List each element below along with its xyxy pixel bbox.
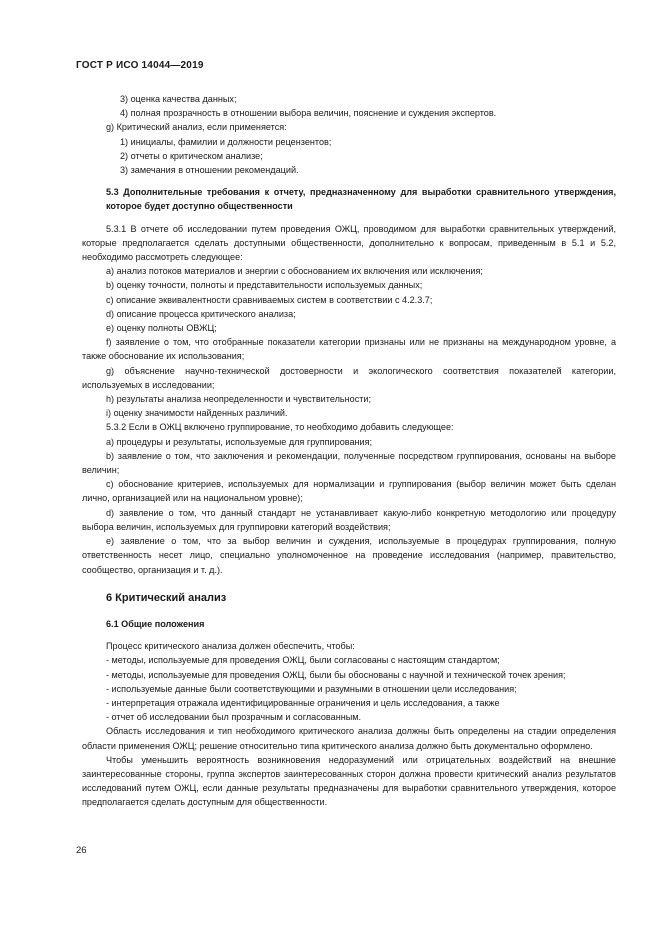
paragraph: 1) инициалы, фамилии и должности рецензентов; (120, 136, 332, 147)
paragraph: h) результаты анализа неопределенности и чувствительности; (106, 394, 372, 405)
paragraph: 2) отчеты о критическом анализе; (120, 150, 263, 161)
paragraph: - используемые данные были соответствующими и разумными в отношении цели исследования; (106, 683, 517, 694)
subsection-heading: 6.1 Общие положения (106, 618, 205, 629)
paragraph: Область исследования и тип необходимого критического анализа должны быть определены на стадии определения области применения ОЖЦ; решение относительно типа критического анализа должно быть документально оформлено. (82, 726, 616, 751)
paragraph: 3) замечания в отношении рекомендаций. (120, 165, 299, 176)
paragraph: 5.3.2 Если в ОЖЦ включено группирование, то необходимо добавить следующее: (106, 422, 454, 433)
paragraph: - методы, используемые для проведения ОЖЦ, были бы обоснованы с научной и технической точек зрения; (106, 669, 566, 680)
paragraph: 3) оценка качества данных; (120, 94, 237, 104)
page-number: 26 (76, 845, 87, 856)
paragraph: a) анализ потоков материалов и энергии с обоснованием их включения или исключения; (106, 266, 483, 277)
document-header: ГОСТ Р ИСО 14044—2019 (76, 60, 204, 71)
paragraph: d) заявление о том, что данный стандарт не устанавливает какую-либо конкретную методологию или процедуру выбора величин, используемых для группировки категорий воздействия; (82, 507, 616, 532)
paragraph: e) заявление о том, что за выбор величин и суждения, используемые в процедурах группирования, полную ответственность несет лицо, специально уполномоченное на проведение исследования (например, правительство, сообщество, организация и т. д.). (82, 536, 616, 575)
paragraph: i) оценку значимости найденных различий. (106, 408, 288, 419)
paragraph: a) процедуры и результаты, используемые для группирования; (106, 436, 373, 447)
paragraph: - интерпретация отражала идентифицированные ограничения и цель исследования, а также (106, 697, 500, 708)
paragraph: g) объяснение научно-технической достоверности и экологического соответствия показателей категории, используемых в исследовании; (82, 365, 616, 390)
section-heading: 6 Критический анализ (106, 591, 227, 604)
paragraph: b) заявление о том, что заключения и рекомендации, полученные посредством группирования, основаны на выборе величин; (82, 450, 616, 476)
paragraph: c) описание эквивалентности сравниваемых систем в соответствии с 4.2.3.7; (106, 294, 433, 305)
paragraph: 5.3.1 В отчете об исследовании путем проведения ОЖЦ, проводимом для выработки сравнительных утверждений, которые предполагается сделать доступными общественности, дополнительно к вопросам, приведенным в 5.1 и 5.2, необходимо рассмотреть следующее: (82, 223, 616, 263)
paragraph: - методы, используемые для проведения ОЖЦ, были согласованы с настоящим стандартом; (106, 655, 500, 666)
paragraph: - отчет об исследовании был прозрачным и согласованным. (106, 712, 362, 723)
subsection-heading: 5.3 Дополнительные требования к отчету, предназначенному для выработки сравнительного утверждения, которое будет доступно общественности (106, 187, 616, 212)
paragraph: 4) полная прозрачность в отношении выбора величин, пояснение и суждения экспертов. (120, 108, 497, 119)
paragraph: g) Критический анализ, если применяется: (106, 122, 287, 133)
paragraph: Чтобы уменьшить вероятность возникновения недоразумений или отрицательных воздействий на внешние заинтересованные стороны, группа экспертов заинтересованных сторон должна провести критический анализ результатов исследований путем ОЖЦ, если данные результаты предназначены для выработки сравнительного утверждения, которое предполагается сделать доступным для общественности. (82, 754, 616, 808)
paragraph: c) обоснование критериев, используемых для нормализации и группирования (выбор величин может быть сделан лично, организацией или на национальном уровне); (82, 479, 616, 504)
paragraph: b) оценку точности, полноты и представительности используемых данных; (106, 280, 423, 291)
paragraph: e) оценку полноты ОВЖЦ; (106, 323, 217, 334)
paragraph: Процесс критического анализа должен обеспечить, чтобы: (106, 641, 355, 652)
document-body (82, 92, 616, 810)
paragraph: d) описание процесса критического анализа; (106, 308, 296, 319)
paragraph: f) заявление о том, что отобранные показатели категории признаны или не признаны на международном уровне, а также обоснование их использования; (82, 337, 616, 362)
